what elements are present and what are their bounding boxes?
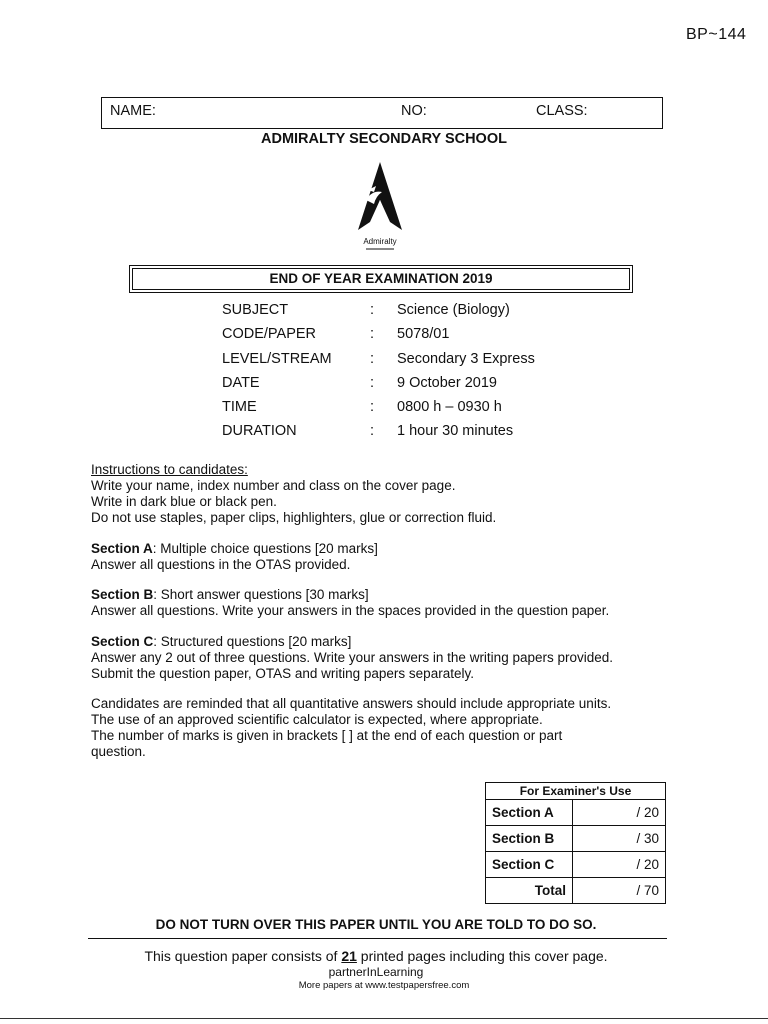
detail-row — [222, 302, 582, 326]
detail-colon: : — [370, 374, 375, 391]
detail-colon: : — [370, 350, 375, 367]
detail-colon: : — [370, 326, 375, 343]
school-logo-icon — [352, 160, 408, 252]
reminder-line: The number of marks is given in brackets [ ] at the end of each question or part — [91, 728, 563, 743]
detail-label: DATE — [222, 374, 260, 391]
section-title: Section A — [91, 540, 153, 556]
section-cell: Section B — [486, 826, 573, 852]
detail-row — [222, 351, 582, 375]
detail-label: SUBJECT — [222, 302, 289, 318]
detail-value: 0800 h – 0930 h — [397, 399, 502, 416]
instruction-line: Do not use staples, paper clips, highlighters, glue or correction fluid. — [91, 510, 497, 525]
table-row — [486, 852, 666, 878]
detail-value: 9 October 2019 — [397, 374, 497, 391]
page-count-note — [0, 948, 752, 964]
reminder-line: The use of an approved scientific calculator is expected, where appropriate. — [91, 712, 543, 727]
marks-cell: / 30 — [573, 826, 666, 852]
bottom-divider — [0, 1018, 768, 1019]
warning-text: DO NOT TURN OVER THIS PAPER UNTIL YOU ARE TOLD TO DO SO. — [155, 917, 597, 932]
section-line: Answer all questions in the OTAS provided. — [91, 556, 351, 572]
section-heading — [91, 634, 691, 650]
section-title: Section B — [91, 587, 154, 602]
page-count-post: printed pages including this cover page. — [356, 948, 608, 964]
marks-cell: / 70 — [573, 878, 666, 904]
section-line: Submit the question paper, OTAS and writing papers separately. — [91, 665, 474, 681]
section-cell: Section C — [486, 852, 573, 878]
instruction-line: Write in dark blue or black pen. — [91, 494, 277, 509]
detail-colon: : — [370, 399, 375, 416]
instructions-block — [91, 462, 691, 526]
school-name: ADMIRALTY SECONDARY SCHOOL — [261, 131, 507, 147]
exam-title-box — [129, 265, 633, 293]
name-label: NAME: — [110, 103, 156, 119]
section-heading — [91, 541, 691, 557]
instruction-line: Write your name, index number and class on the cover page. — [91, 478, 456, 493]
section-b-block — [91, 587, 691, 619]
table-row — [486, 878, 666, 904]
table-row — [486, 800, 666, 826]
detail-row — [222, 326, 582, 350]
more-papers-link[interactable]: More papers at www.testpapersfree.com — [298, 980, 470, 991]
section-desc: : Multiple choice questions [20 marks] — [152, 540, 378, 556]
detail-row — [222, 399, 582, 423]
section-c-block — [91, 634, 691, 682]
detail-label: CODE/PAPER — [222, 326, 317, 343]
section-heading — [91, 587, 691, 603]
exam-details — [222, 302, 582, 448]
section-desc: : Short answer questions [30 marks] — [153, 587, 369, 602]
examiner-table-title: For Examiner's Use — [486, 783, 666, 800]
divider — [88, 938, 667, 939]
total-cell: Total — [486, 878, 573, 904]
section-title: Section C — [91, 633, 154, 649]
detail-label: DURATION — [222, 423, 297, 440]
section-cell: Section A — [486, 800, 573, 826]
reminder-line: question. — [91, 744, 146, 759]
reminders-block — [91, 696, 691, 760]
document-code: BP~144 — [686, 26, 747, 43]
detail-value: 1 hour 30 minutes — [397, 423, 514, 440]
marks-cell: / 20 — [573, 800, 666, 826]
detail-row — [222, 423, 582, 447]
page-count: 21 — [341, 948, 357, 964]
exam-title: END OF YEAR EXAMINATION 2019 — [132, 268, 630, 290]
detail-value: Secondary 3 Express — [397, 350, 535, 367]
section-line: Answer all questions. Write your answers in the spaces provided in the question paper. — [91, 603, 610, 618]
detail-row — [222, 375, 582, 399]
detail-value: 5078/01 — [397, 326, 450, 343]
partner-text: partnerInLearning — [328, 965, 424, 979]
detail-value: Science (Biology) — [397, 302, 510, 318]
detail-colon: : — [370, 302, 375, 318]
table-row — [486, 826, 666, 852]
marks-cell: / 20 — [573, 852, 666, 878]
section-desc: : Structured questions [20 marks] — [153, 633, 352, 649]
school-logo — [352, 160, 408, 252]
detail-label: LEVEL/STREAM — [222, 350, 332, 367]
instructions-body — [91, 462, 691, 775]
section-a-block — [91, 541, 691, 573]
section-line: Answer any 2 out of three questions. Write your answers in the writing papers provided. — [91, 649, 614, 665]
class-label: CLASS: — [536, 103, 588, 119]
logo-text: Admiralty — [363, 237, 397, 246]
number-label: NO: — [401, 103, 427, 119]
page-count-pre: This question paper consists of — [144, 948, 342, 964]
examiner-use-table — [485, 782, 666, 904]
reminder-line: Candidates are reminded that all quantitative answers should include appropriate units. — [91, 696, 612, 711]
detail-colon: : — [370, 423, 375, 440]
instructions-heading: Instructions to candidates: — [91, 462, 248, 477]
detail-label: TIME — [222, 399, 257, 416]
name-box — [101, 97, 663, 129]
